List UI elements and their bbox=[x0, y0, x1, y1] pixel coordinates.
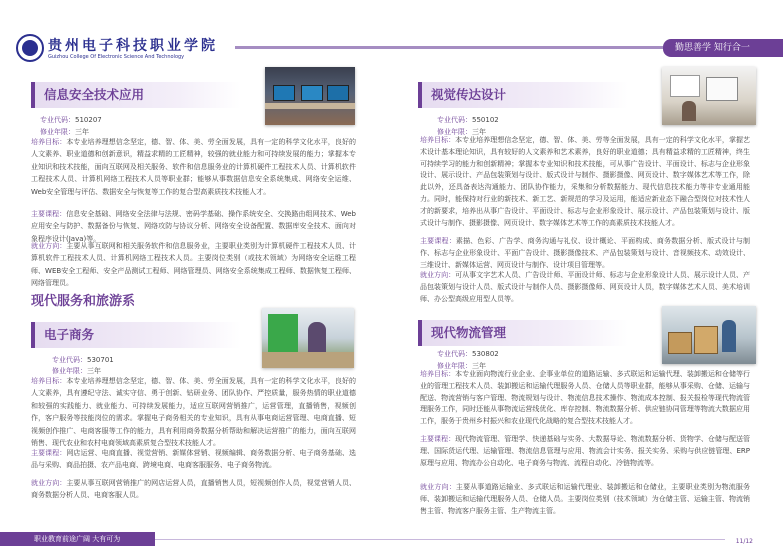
major-photo bbox=[262, 308, 354, 368]
major-courses: 主要课程：信息安全基础、网络安全法律与法规、密码学基础、操作系统安全、交换路由组网技术、Web应用安全与防护、数据备份与恢复、网络攻防与协议分析、网络安全设备配置、数据库安全技术、面向对象程序设计(Java)等。 bbox=[31, 210, 357, 243]
major-goal: 培养目标：本专业培养理想信念坚定，德、智、体、美、劳全面发展，具有一定的科学文化水平，良好的人文素养，具有遵纪守法、诚实守信、勇于创新、钻研业务、团队协作、严控质量，服务热情的职业道德和较强的实践能力、就业能力、可持续发展能力，适应互联网营销推广，运营管理，直播销售，视频创作，客户服务等技能岗位的需求。掌握电子商务相关的专业知识，具有从事电商运营管理、电商直播、短视频创作推广、电商客服等工作的能力，具有利用商务数据分析帮助和解决运营推广的能力，面向互联网销售、现代农业和农村电商领域高素质复合型技术技能人才。 bbox=[31, 377, 357, 448]
major-courses: 主要课程：素描、色彩、广告学、商务沟通与礼仪、设计概论、平面构成、商务数据分析、版式设计与制作、标志与企业形象设计、平面广告设计、摄影摄像技术、产品包装策划与设计、音视频技术、动效设计、三维设计、新媒体运营、网页设计与制作、设计项目管理等。 bbox=[420, 237, 751, 269]
major-courses: 主要课程：现代物流管理、管理学、快递基础与实务、大数据导论、物流数据分析、货物学、仓储与配送管理、国际货运代理、运输管理、物流信息管理与应用、物流会计实务、报关实务、采购与供应链管理、ERP原理与应用、物流办公自动化、电子商务与物流、流程自动化、冷链物流等。 bbox=[420, 435, 750, 467]
person-shape bbox=[682, 101, 696, 121]
monitor-shape bbox=[301, 85, 323, 101]
footer-divider bbox=[155, 539, 725, 540]
major-photo bbox=[265, 67, 355, 125]
major-years: 修业年限：三年 bbox=[40, 128, 89, 136]
box-shape bbox=[694, 326, 718, 354]
school-motto: 勤思善学 知行合一 bbox=[663, 39, 783, 57]
footer-slogan: 职业教育前途广阔 大有可为 bbox=[0, 532, 155, 546]
monitor-shape bbox=[327, 85, 349, 101]
major-code: 专业代码：550102 bbox=[437, 116, 499, 124]
major-goal: 培养目标：本专业面向物流行业企业、企事业单位的道路运输、多式联运和运输代理、装卸搬运和仓储等行业的管理工程技术人员、装卸搬运和运输代理服务人员、仓储人员等职业群，能够从事采购、仓储、运输与配送、物流营销与客户管理、物流规划与设计、物流信息技术操作、物流成本控制、报关报检等现代物流管理服务工作，同时还能从事物流运营线优化、库存控制、物流数据分析、供应链协同管理等物流大数据应用工作，服务于贵州乡村振兴和农业现代化战略的复合型技术技能人才。 bbox=[420, 370, 750, 426]
major-photo bbox=[662, 67, 756, 125]
major-code: 专业代码：530802 bbox=[437, 350, 499, 358]
page-number: 11/12 bbox=[735, 538, 753, 545]
header-divider bbox=[235, 46, 663, 49]
major-jobs: 就业方向：主要从事互联网营销推广的网店运营人员，直播销售人员，短视频创作人员，视觉营销人员、商务数据分析人员、电商客服人员。 bbox=[31, 479, 357, 500]
major-years: 修业年限：三年 bbox=[52, 367, 101, 375]
major-title: 视觉传达设计 bbox=[418, 82, 628, 108]
box-shape bbox=[668, 332, 692, 354]
major-years: 修业年限：三年 bbox=[437, 128, 486, 136]
major-goal: 培养目标：本专业培养理想信念坚定，德、智、体、美、劳全面发展，具有一定的科学文化水平，良好的人文素养、职业道德和创新意识，精益求精的工匠精神，较强的就业能力和可持续发展的能力；掌握本专业知识和技术技能，面向互联网及相关服务、软件和信息服务业的计算机硬件工程技术人员、计算机软件工程技术人员、计算机网络工程技术人员等职业群；能够从事数据信息安全系统集成、网络安全运维、Web安全管理与评估、数据安全与恢复等工作的复合型高素质技术技能人才。 bbox=[31, 138, 357, 196]
school-logo bbox=[16, 34, 44, 62]
major-jobs: 就业方向：可从事文字艺术人员、广告设计师、平面设计师、标志与企业形象设计人员、展示设计人员、产品包装策划与设计人员、版式设计与制作人员、摄影摄像师、网页设计人员，数字媒体艺术人员、美术培训师、办公型高级应用型人员等。 bbox=[420, 271, 750, 303]
canvas-shape bbox=[670, 75, 700, 97]
person-shape bbox=[722, 320, 736, 352]
person-shape bbox=[308, 322, 326, 352]
desk-shape bbox=[265, 103, 355, 109]
monitor-shape bbox=[273, 85, 295, 101]
major-photo bbox=[662, 306, 756, 364]
desk-shape bbox=[262, 352, 354, 368]
department-heading: 现代服务和旅游系 bbox=[31, 294, 136, 309]
school-name-en: Guizhou College Of Electronic Science And Technology bbox=[48, 54, 185, 60]
school-name: 贵州电子科技职业学院 bbox=[48, 38, 218, 54]
major-code: 专业代码：530701 bbox=[52, 356, 114, 364]
major-title: 电子商务 bbox=[31, 322, 241, 348]
major-jobs: 就业方向：主要从事互联网和相关服务软件和信息服务业，主要职业类别为计算机硬件工程技术人员、计算机软件工程技术人员、计算机网络工程技术人员。主要岗位类别（或技术领域）为网络安全运维工程师、WEB安全工程师、安全产品测试工程师、网络管理员、网络安全系统集成工程师、数据恢复工程师、网络管理员。 bbox=[31, 242, 357, 288]
logo-emblem-icon bbox=[22, 40, 38, 56]
major-title: 现代物流管理 bbox=[418, 320, 628, 346]
canvas-shape bbox=[706, 77, 738, 101]
major-years: 修业年限：三年 bbox=[437, 362, 486, 370]
major-jobs: 就业方向：主要从事道路运输业、多式联运和运输代理业、装卸搬运和仓储业，主要职业类别为物流服务师、装卸搬运和运输代理服务人员、仓储人员。主要岗位类别（技术领域）为仓储主管、运输主管、物流销售主管、物流客户服务主管、生产物流主管。 bbox=[420, 483, 751, 515]
major-goal: 培养目标：本专业培养理想信念坚定，德、智、体、美、劳等全面发展，具有一定的科学文化水平，掌握艺术设计基本理论知识，具有较好的人文素养和艺术素养，良好的职业道德；具有精益求精的工匠精神，终生可持续学习的能力和创新精神；掌握本专业知识和技术技能，可从事广告设计、平面设计、标志与企业形象设计、展示设计、产品包装策划与设计、版式设计与制作、摄影摄像、网页设计、数字媒体艺术等工作，除此以外，还具备表达沟通能力、团队协作能力，采集和分析数据能力、现代信息技术能力等非专业通用能力。同时，能保持对行业的新技术、新工艺、新规范的学习及运用，能适应新业态下融合型岗位对技术性人才的新要求，培养出从事广告设计、平面设计、标志与企业形象设计、展示设计、产品包装策划与设计、版式设计与制作、摄影摄像、网页设计、数字媒体艺术等工作的高素质技术技能人才。 bbox=[420, 136, 750, 227]
major-courses: 主要课程：网店运营、电商直播、视觉营销、新媒体营销、视频编辑、商务数据分析、电子商务基础、选品与采购、商品拍摄、农产品电商、跨境电商、电商客服服务、电子商务物流。 bbox=[31, 449, 357, 470]
green-screen-shape bbox=[268, 314, 298, 352]
major-code: 专业代码：510207 bbox=[40, 116, 102, 124]
major-title: 信息安全技术应用 bbox=[31, 82, 241, 108]
